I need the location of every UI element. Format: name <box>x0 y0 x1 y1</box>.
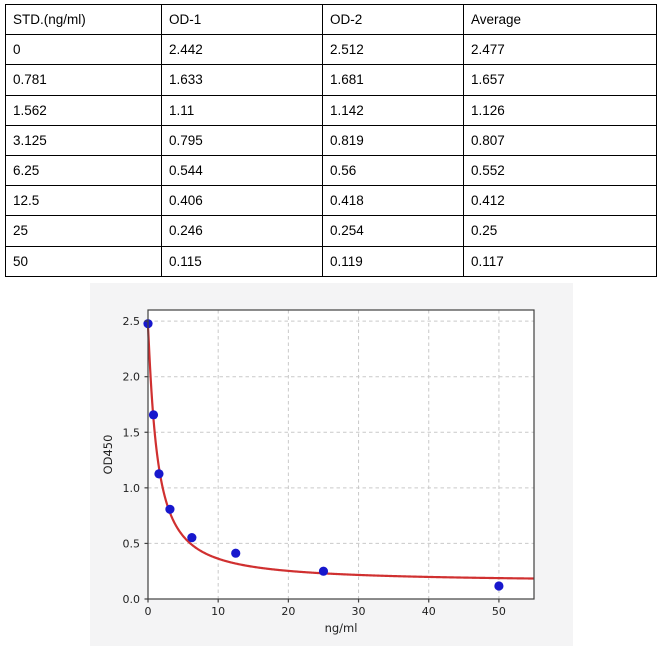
table-header-row <box>6 5 657 35</box>
table-cell: 1.11 <box>162 95 323 125</box>
table-cell: 0.807 <box>464 125 657 155</box>
table-cell: 1.126 <box>464 95 657 125</box>
x-tick-label: 10 <box>211 605 226 618</box>
table-cell: 0.25 <box>464 216 657 246</box>
table-header-cell: OD-2 <box>323 5 464 35</box>
table-cell: 0.819 <box>323 125 464 155</box>
table-header-cell: STD.(ng/ml) <box>6 5 162 35</box>
standard-curve-chart <box>90 283 573 646</box>
y-tick-label: 2.0 <box>122 370 140 384</box>
data-point <box>165 505 174 514</box>
data-point <box>319 567 328 576</box>
table-cell: 12.5 <box>6 186 162 216</box>
table-cell: 6.25 <box>6 155 162 185</box>
table-cell: 1.657 <box>464 65 657 95</box>
y-tick-label: 0.0 <box>122 593 140 606</box>
table-header-cell: Average <box>464 5 657 35</box>
table-header-cell: OD-1 <box>162 5 323 35</box>
data-point <box>494 581 503 590</box>
table-cell: 0.412 <box>464 186 657 216</box>
table-cell: 0.115 <box>162 246 323 276</box>
table-cell: 1.633 <box>162 65 323 95</box>
data-point <box>231 549 240 558</box>
table-cell: 2.442 <box>162 35 323 65</box>
table-row <box>6 95 657 125</box>
standards-table <box>5 4 657 277</box>
table-row <box>6 186 657 216</box>
data-point <box>154 469 163 478</box>
table-cell: 2.512 <box>323 35 464 65</box>
table-row <box>6 216 657 246</box>
table-cell: 0 <box>6 35 162 65</box>
x-axis-label: ng/ml <box>324 621 358 635</box>
table-row <box>6 65 657 95</box>
x-tick-label: 40 <box>421 605 436 618</box>
x-tick-label: 50 <box>491 605 506 618</box>
data-point <box>149 410 158 419</box>
table-cell: 0.795 <box>162 125 323 155</box>
table-row <box>6 246 657 276</box>
table-cell: 0.254 <box>323 216 464 246</box>
table-cell: 0.119 <box>323 246 464 276</box>
data-point <box>187 533 196 542</box>
table-row <box>6 125 657 155</box>
table-cell: 0.781 <box>6 65 162 95</box>
table-cell: 0.117 <box>464 246 657 276</box>
table-cell: 2.477 <box>464 35 657 65</box>
y-tick-label: 1.0 <box>122 481 140 495</box>
table-cell: 1.562 <box>6 95 162 125</box>
y-tick-label: 0.5 <box>122 537 140 551</box>
table-cell: 0.544 <box>162 155 323 185</box>
table-cell: 25 <box>6 216 162 246</box>
table-cell: 0.418 <box>323 186 464 216</box>
table-cell: 0.246 <box>162 216 323 246</box>
table-cell: 1.142 <box>323 95 464 125</box>
y-axis-label: OD450 <box>101 434 115 475</box>
table-cell: 0.56 <box>323 155 464 185</box>
table-cell: 3.125 <box>6 125 162 155</box>
standard-curve-figure <box>90 283 573 646</box>
table-cell: 0.552 <box>464 155 657 185</box>
plot-background <box>148 310 534 599</box>
y-tick-label: 2.5 <box>122 315 140 329</box>
x-tick-label: 0 <box>144 605 152 618</box>
y-tick-label: 1.5 <box>122 426 140 440</box>
table-row <box>6 35 657 65</box>
x-tick-label: 20 <box>281 605 296 618</box>
x-tick-label: 30 <box>351 605 366 618</box>
table-cell: 1.681 <box>323 65 464 95</box>
table-cell: 50 <box>6 246 162 276</box>
table-row <box>6 155 657 185</box>
table-cell: 0.406 <box>162 186 323 216</box>
